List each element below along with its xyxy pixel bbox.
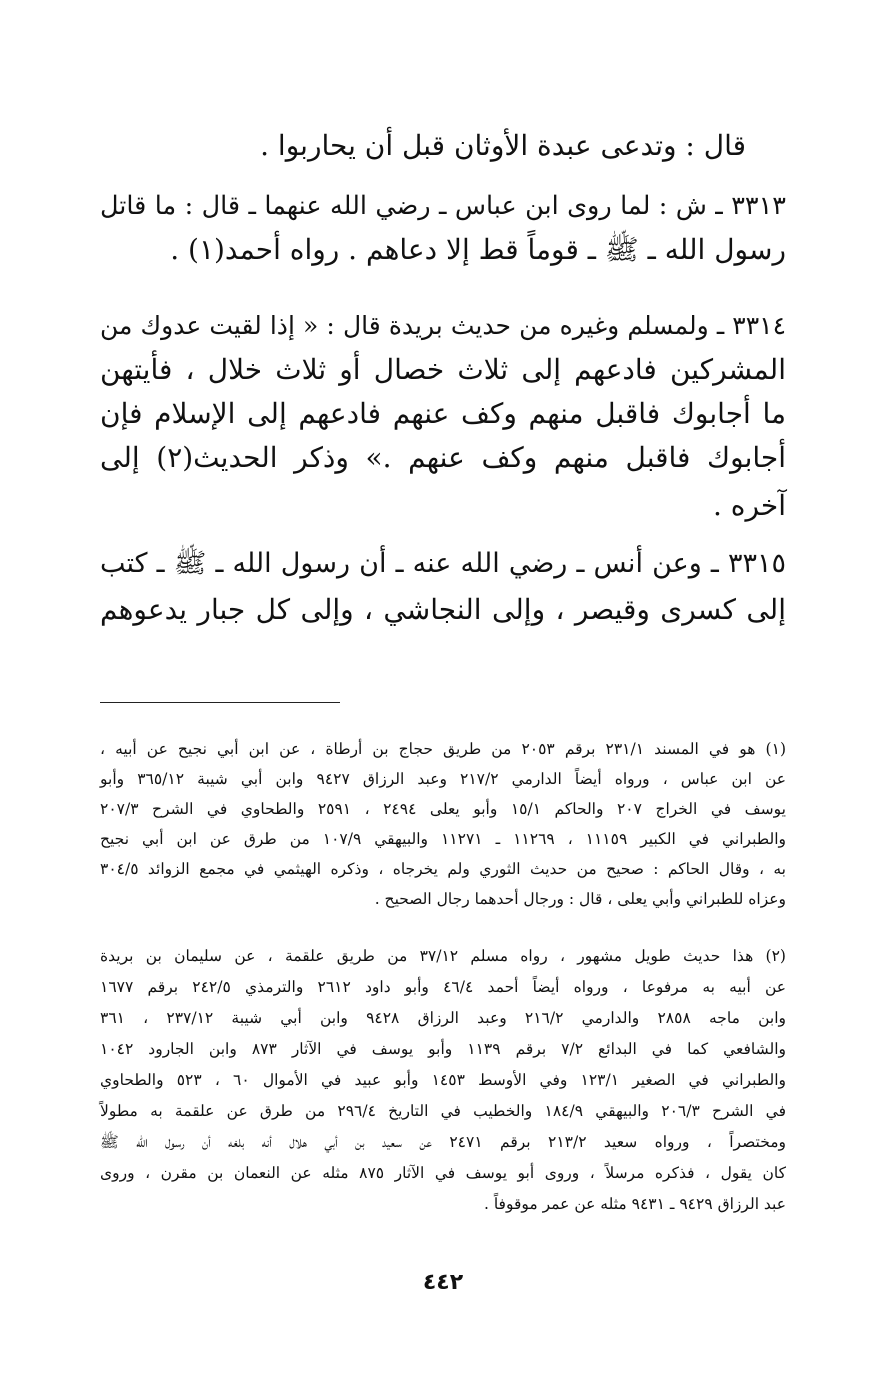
entry-3314-line: ما أجابوك فاقبل منهم وكف عنهم فادعهم إلى الإسلام فإن xyxy=(100,397,786,430)
entry-3314-line: ٣٣١٤ ـ ولمسلم وغيره من حديث بريدة قال : « إذا لقيت عدوك من xyxy=(100,311,786,340)
footnote-line: ومختصراً ، ورواه سعيد ٢١٣/٢ برقم ٢٤٧١ عن سعيد بن أبي هلال أنه بلغه أن رسول الله ﷺ xyxy=(100,1133,786,1151)
entry-3314-line: المشركين فادعهم إلى ثلاث خصال أو ثلاث خلال ، فأيتهن xyxy=(100,353,786,386)
footnote-separator xyxy=(100,702,340,703)
entry-3315-line: إلى كسرى وقيصر ، وإلى النجاشي ، وإلى كل جبار يدعوهم xyxy=(100,593,786,626)
footnote-line: به ، وقال الحاكم : صحيح من حديث الثوري ولم يخرجاه ، وذكره الهيثمي في مجمع الزوائد ٣٠٤/٥ xyxy=(100,860,786,878)
page-number: ٤٤٢ xyxy=(422,1270,464,1295)
footnote-line: عبد الرزاق ٩٤٢٩ ـ ٩٤٣١ مثله عن عمر موقوفاً . xyxy=(483,1195,786,1213)
entry-3314-line: أجابوك فاقبل منهم وكف عنهم .» وذكر الحديث(٢) إلى xyxy=(100,441,786,474)
footnote-line: والشافعي كما في البدائع ٧/٢ برقم ١١٣٩ وأبو يوسف في الآثار ٨٧٣ وابن الجارود ١٠٤٢ xyxy=(100,1040,786,1058)
text-line: قال : وتدعى عبدة الأوثان قبل أن يحاربوا . xyxy=(260,129,746,162)
footnote-line: يوسف في الخراج ٢٠٧ والحاكم ١٥/١ وأبو يعلى ٢٤٩٤ ، ٢٥٩١ والطحاوي في الشرح ٢٠٧/٣ xyxy=(100,800,786,818)
entry-3315-line: ٣٣١٥ ـ وعن أنس ـ رضي الله عنه ـ أن رسول الله ـ ﷺ ـ كتب xyxy=(100,548,786,579)
footnote-line: في الشرح ٢٠٦/٣ والبيهقي ١٨٤/٩ والخطيب في التاريخ ٢٩٦/٤ من طرق عن علقمة به مطولاً xyxy=(100,1102,786,1120)
footnote-line: عن أبيه به مرفوعا ، ورواه أيضاً أحمد ٤٦/٤ وأبو داود ٢٦١٢ والترمذي ٢٤٢/٥ برقم ١٦٧٧ xyxy=(100,978,786,996)
entry-3313-line: رسول الله ـ ﷺ ـ قوماً قط إلا دعاهم . رواه أحمد(١) . xyxy=(170,233,786,266)
footnote-line: والطبراني في الصغير ١٢٣/١ وفي الأوسط ١٤٥٣ وأبو عبيد في الأموال ٦٠ ، ٥٢٣ والطحاوي xyxy=(100,1071,786,1089)
entry-3314-line: آخره . xyxy=(712,489,786,522)
entry-3313-line: ٣٣١٣ ـ ش : لما روى ابن عباس ـ رضي الله عنهما ـ قال : ما قاتل xyxy=(100,191,786,221)
footnote-line: (١) هو في المسند ٢٣١/١ برقم ٢٠٥٣ من طريق حجاج بن أرطاة ، عن ابن أبي نجيح عن أبيه ، xyxy=(100,740,786,758)
footnote-line: وعزاه للطبراني وأبي يعلى ، قال : ورجال أحدهما رجال الصحيح . xyxy=(374,890,786,908)
footnote-line: (٢) هذا حديث طويل مشهور ، رواه مسلم ٣٧/١٢ من طريق علقمة ، عن سليمان بن بريدة xyxy=(100,947,786,965)
footnote-line: والطبراني في الكبير ١١١٥٩ ، ١١٢٦٩ ـ ١١٢٧١ والبيهقي ١٠٧/٩ من طرق عن ابن أبي نجيح xyxy=(100,830,786,848)
footnote-line: كان يقول ، فذكره مرسلاً ، وروى أبو يوسف في الآثار ٨٧٥ مثله عن النعمان بن مقرن ، وروى xyxy=(100,1164,786,1182)
footnote-line: وابن ماجه ٢٨٥٨ والدارمي ٢١٦/٢ وعبد الرزاق ٩٤٢٨ وابن أبي شيبة ٢٣٧/١٢ ، ٣٦١ xyxy=(100,1009,786,1027)
footnote-line: عن ابن عباس ، ورواه أيضاً الدارمي ٢١٧/٢ وعبد الرزاق ٩٤٢٧ وابن أبي شيبة ٣٦٥/١٢ وأبو xyxy=(100,770,787,788)
